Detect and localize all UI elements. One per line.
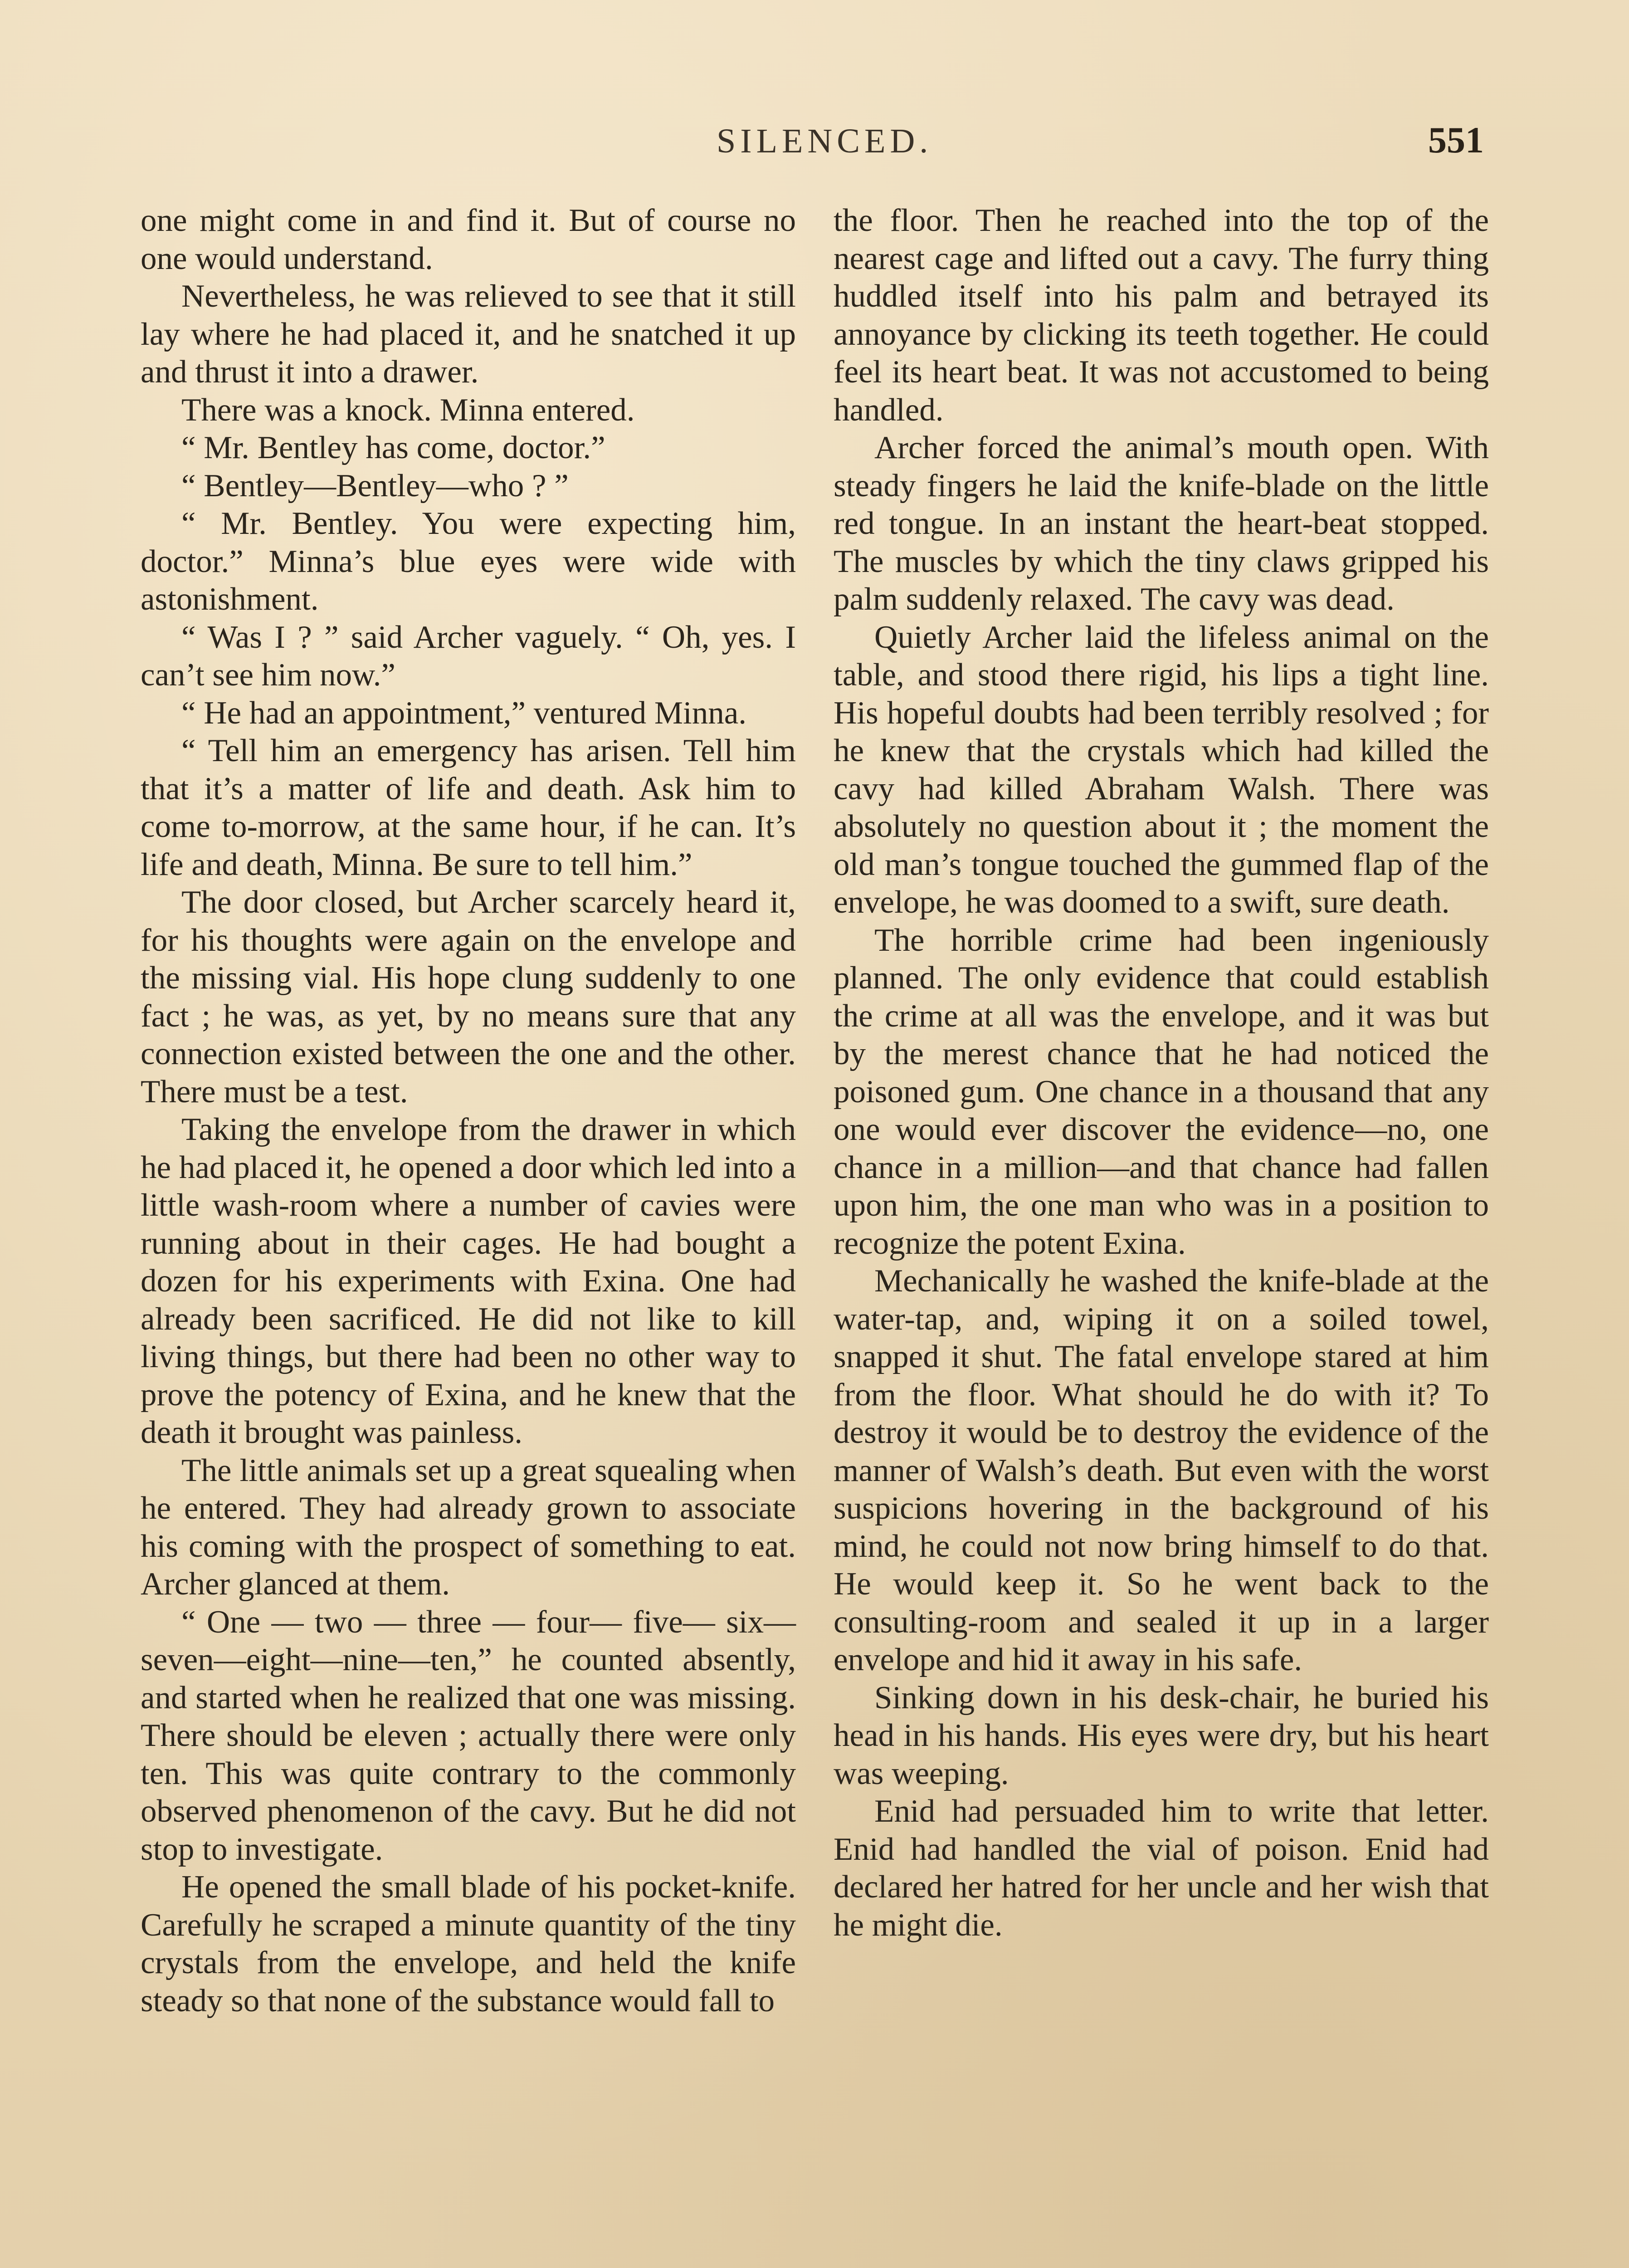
- paragraph: “ One — two — three — four— five— six—seven—eight—nine—ten,” he counted absently, and started when he realized that one was missing. There should be eleven ; actually there were only ten. This was quite contrary to the commonly observed phenomenon of the cavy. But he did not stop to investigate.: [141, 1604, 796, 1867]
- running-title: SILENCED.: [717, 122, 933, 160]
- paragraph: “ Mr. Bentley. You were expecting him, doctor.” Minna’s blue eyes were wide with astonishment.: [141, 506, 796, 617]
- paragraph: “ Tell him an emergency has arisen. Tell him that it’s a matter of life and death. Ask him to come to-morrow, at the same hour, if he can. It’s life and death, Minna. Be sure to tell him.”: [141, 733, 796, 882]
- paragraph: the floor. Then he reached into the top of the nearest cage and lifted out a cavy. The furry thing huddled itself into his palm and betrayed its annoyance by clicking its teeth together. He could feel its heart beat. It was not accustomed to being handled.: [834, 203, 1489, 428]
- paragraph: Sinking down in his desk-chair, he buried his head in his hands. His eyes were dry, but his heart was weeping.: [834, 1680, 1489, 1791]
- paragraph: Enid had persuaded him to write that letter. Enid had handled the vial of poison. Enid had declared her hatred for her uncle and her wish that he might die.: [834, 1794, 1489, 1943]
- paragraph: Quietly Archer laid the lifeless animal on the table, and stood there rigid, his lips a tight line. His hopeful doubts had been terribly resolved ; for he knew that the crystals which had killed the cavy had killed Abraham Walsh. There was absolutely no question about it ; the moment the old man’s tongue touched the gummed flap of the envelope, he was doomed to a swift, sure death.: [834, 619, 1489, 920]
- paragraph: Nevertheless, he was relieved to see that it still lay where he had placed it, and he snatched it up and thrust it into a drawer.: [141, 279, 796, 390]
- paragraph: Archer forced the animal’s mouth open. With steady fingers he laid the knife-blade on the little red tongue. In an instant the heart-beat stopped. The muscles by which the tiny claws gripped his palm suddenly relaxed. The cavy was dead.: [834, 430, 1489, 617]
- paragraph: The little animals set up a great squealing when he entered. They had already grown to associate his coming with the prospect of something to eat. Archer glanced at them.: [141, 1452, 796, 1602]
- paragraph: The door closed, but Archer scarcely heard it, for his thoughts were again on the envelope and the missing vial. His hope clung suddenly to one fact ; he was, as yet, by no means sure that any connection existed between the one and the other. There must be a test.: [141, 885, 796, 1110]
- paragraph: one might come in and find it. But of course no one would understand.: [141, 203, 796, 276]
- paragraph: Taking the envelope from the drawer in which he had placed it, he opened a door which led into a little wash-room where a number of cavies were running about in their cages. He had bought a dozen for his experiments with Exina. One had already been sacrificed. He did not like to kill living things, but there had been no other way to prove the potency of Exina, and he knew that the death it brought was painless.: [141, 1112, 796, 1450]
- paragraph: “ He had an appointment,” ventured Minna.: [181, 695, 747, 731]
- paragraph: He opened the small blade of his pocket-knife. Carefully he scraped a minute quantity of the tiny crystals from the envelope, and held the knife steady so that none of the substance would fall to: [141, 1869, 796, 2019]
- left-column: [141, 202, 796, 2020]
- paragraph: “ Mr. Bentley has come, doctor.”: [181, 430, 605, 465]
- paragraph: There was a knock. Minna entered.: [181, 392, 635, 428]
- paragraph: “ Bentley—Bentley—who ? ”: [181, 468, 569, 503]
- paragraph: Mechanically he washed the knife-blade at the water-tap, and, wiping it on a soiled towel, snapped it shut. The fatal envelope stared at him from the floor. What should he do with it? To destroy it would be to destroy the evidence of the manner of Walsh’s death. But even with the worst suspicions hovering in the background of his mind, he could not now bring himself to do that. He would keep it. So he went back to the consulting-room and sealed it up in a larger envelope and hid it away in his safe.: [834, 1263, 1489, 1677]
- paragraph: “ Was I ? ” said Archer vaguely. “ Oh, yes. I can’t see him now.”: [141, 619, 796, 693]
- right-column: [834, 202, 1489, 1944]
- page-number: 551: [1428, 119, 1484, 161]
- paragraph: The horrible crime had been ingeniously planned. The only evidence that could establish the crime at all was the envelope, and it was but by the merest chance that he had noticed the poisoned gum. One chance in a thousand that any one would ever discover the evidence—no, one chance in a million—and that chance had fallen upon him, the one man who was in a position to recognize the potent Exina.: [834, 922, 1489, 1261]
